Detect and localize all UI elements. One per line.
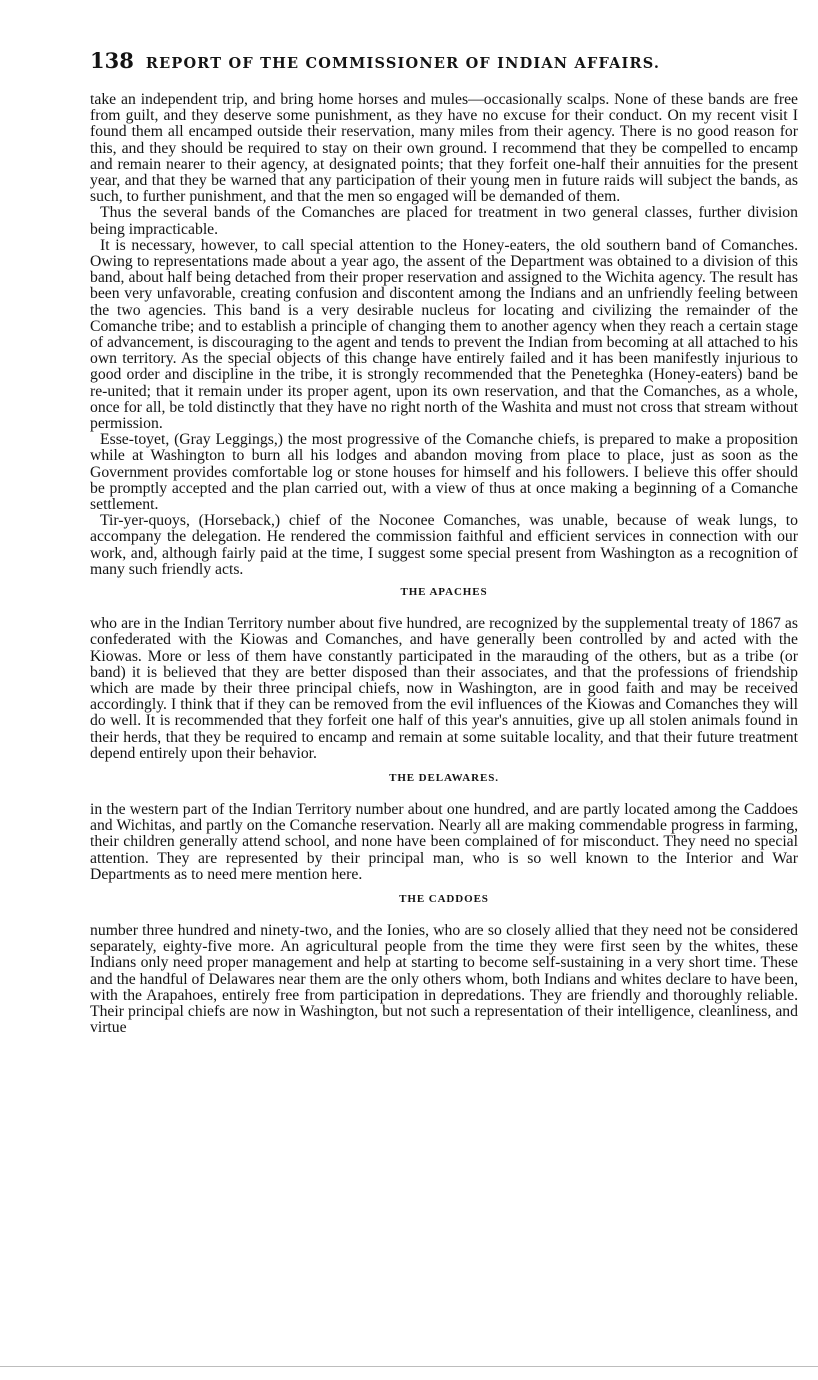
body-text [90,92,798,1036]
section-heading-apaches: THE APACHES [400,586,488,599]
running-head: REPORT OF THE COMMISSIONER OF INDIAN AFFAIRS. [145,55,661,72]
page-header [90,48,798,78]
section-text-caddoes: number three hundred and ninety-two, and the Ionies, who are so closely allied that they need not be considered separately, eighty-five more. An agricultural people from the time they were first seen by the whites, these Indians only need proper management and help at starting to become self-sustaining in a very short time. These and the handful of Delawares near them are the only others whom, both Indians and whites declare to have been, with the Arapahoes, entirely free from participation in depredations. They are friendly and thoroughly reliable. Their principal chiefs are now in Washington, but not such a representation of their intelligence, cleanliness, and virtue [90,921,798,1037]
paragraph: It is necessary, however, to call special attention to the Honey-eaters, the old southern band of Comanches. Owing to representations made about a year ago, the assent of the Department was obtained to a division of this band, about half being detached from their proper reservation and assigned to the Wichita agency. The result has been very unfavorable, creating confusion and discontent among the Indians and an unfriendly feeling between the two agencies. This band is a very desirable nucleus for locating and civilizing the remainder of the Comanche tribe; and to establish a principle of changing them to another agency when they reach a certain stage of advancement, is discouraging to the agent and tends to prevent the Indian from becoming at all attached to his own territory. As the special objects of this change have entirely failed and it has been manifestly injurious to good order and discipline in the tribe, it is strongly recommended that the Peneteghka (Honey-eaters) band be re-united; that it remain under its proper agent, upon its own reservation, and that the Comanches, as a whole, once for all, be told distinctly that they have no right north of the Washita and must not cross that stream without permission. [90,236,798,433]
paragraph: Esse-toyet, (Gray Leggings,) the most progressive of the Comanche chiefs, is prepared to make a proposition while at Washington to burn all his lodges and abandon moving from place to place, just as soon as the Government provides comfortable log or stone houses for himself and his followers. I believe this offer should be promptly accepted and the plan carried out, with a view of thus at once making a beginning of a Comanche settlement. [90,431,798,514]
page-bottom-rule [0,1366,818,1367]
page-number: 138 [90,48,134,73]
paragraph: Thus the several bands of the Comanches are placed for treatment in two general classes, further division being impracticable. [90,204,798,238]
section-heading-delawares: THE DELAWARES. [389,771,499,784]
paragraph: Tir-yer-quoys, (Horseback,) chief of the Noconee Comanches, was unable, because of weak lungs, to accompany the delegation. He rendered the commission faithful and efficient services in connection with our work, and, although fairly paid at the time, I suggest some special present from Washington as a recognition of many such friendly acts. [90,512,798,578]
section-heading-caddoes: THE CADDOES [399,892,489,905]
section-text-apaches: who are in the Indian Territory number about five hundred, are recognized by the supplemental treaty of 1867 as confederated with the Kiowas and Comanches, and have generally been controlled by and acted with the Kiowas. More or less of them have constantly participated in the marauding of the others, but as a tribe (or band) it is believed that they are better disposed than their associates, and that the professions of friendship which are made by their three principal chiefs, now in Washington, are in good faith and may be received accordingly. I think that if they can be removed from the evil influences of the Kiowas and Comanches they will do well. It is recommended that they forfeit one half of this year's annuities, give up all stolen animals found in their herds, that they be required to encamp and remain at some suitable locality, and that their future treatment depend entirely upon their behavior. [90,615,798,762]
section-text-delawares: in the western part of the Indian Territory number about one hundred, and are partly located among the Caddoes and Wichitas, and partly on the Comanche reservation. Nearly all are making commendable progress in farming, their children generally attend school, and none have been complained of for misconduct. They need no special attention. They are represented by their principal man, who is so well known to the Interior and War Departments as to need mere mention here. [90,800,798,883]
paragraph: take an independent trip, and bring home horses and mules—occasionally scalps. None of these bands are free from guilt, and they deserve some punishment, as they have no excuse for their conduct. On my recent visit I found them all encamped outside their reservation, many miles from their agency. There is no good reason for this, and they should be required to stay on their own ground. I recommend that they be compelled to encamp and remain nearer to their agency, at designated points; that they forfeit one-half their annuities for the present year, and that they be warned that any participation of their young men in future raids will subject the bands, as such, to further punishment, and that the men so engaged will be demanded of them. [90,91,798,206]
